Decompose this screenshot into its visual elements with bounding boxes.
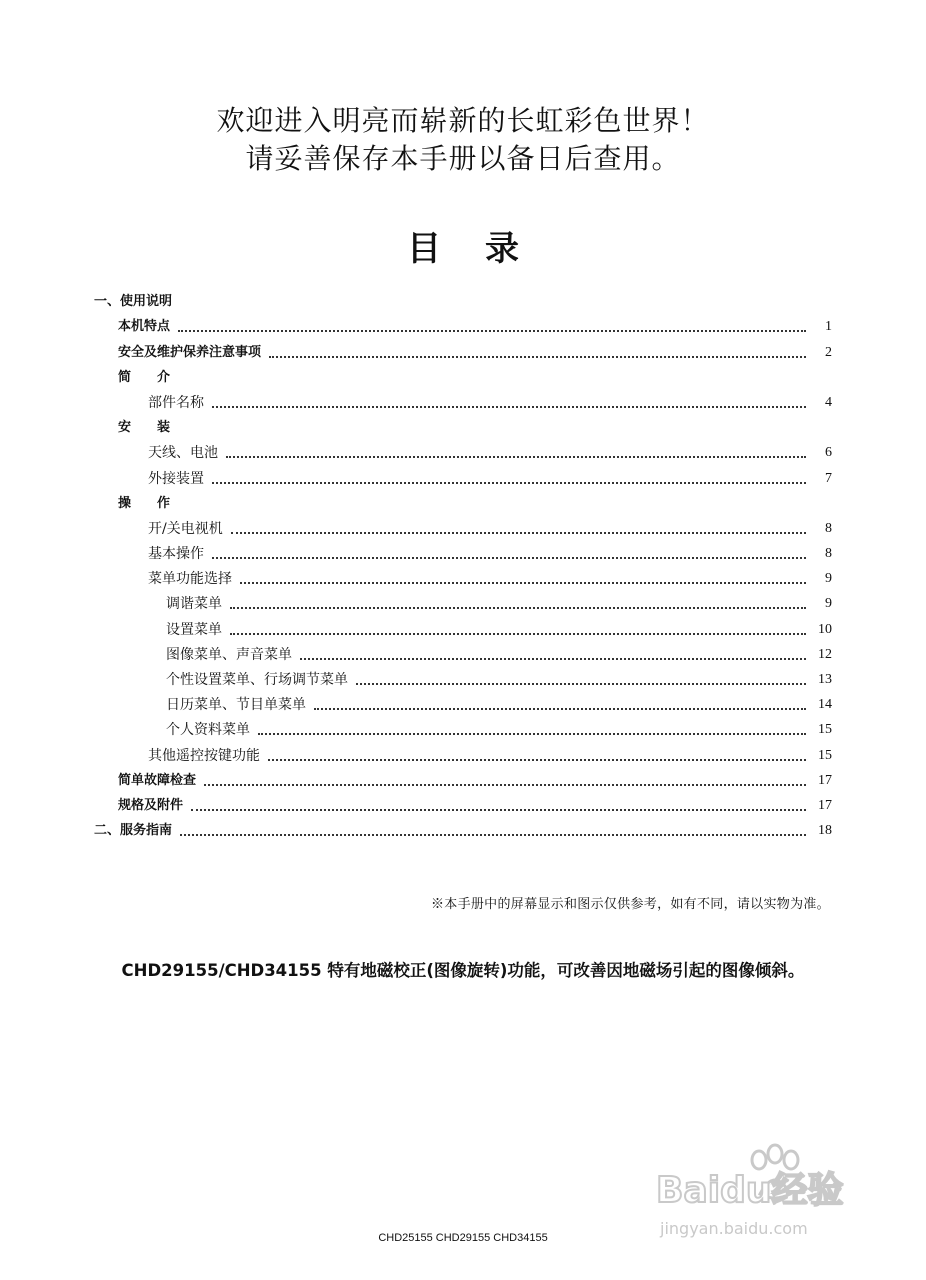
toc-entry [94, 613, 832, 638]
toc-page-number: 7 [825, 470, 832, 486]
model-numbers: CHD25155 CHD29155 CHD34155 [378, 1232, 548, 1244]
toc-page-number: 15 [818, 722, 832, 738]
toc-entry-label: 部件名称 [148, 394, 204, 411]
toc-entry-label: 调谐菜单 [166, 596, 222, 613]
toc-page-number: 15 [818, 747, 832, 763]
toc-entry-label: 简单故障检查 [118, 772, 197, 788]
toc-entry-label: 操 作 [118, 495, 171, 511]
toc-dot-leader [212, 406, 806, 408]
feature-statement: CHD29155/CHD34155 特有地磁校正(图像旋转)功能，可改善因地磁场引起的图像倾斜。 [121, 961, 805, 980]
toc-entry-label: 设置菜单 [166, 621, 222, 638]
toc-entry-label: 基本操作 [148, 546, 204, 563]
toc-dot-leader [231, 532, 806, 534]
toc-entry [94, 639, 832, 664]
toc-dot-leader [226, 456, 806, 458]
toc-entry [94, 563, 832, 588]
toc-entry [94, 286, 832, 311]
toc-dot-leader [180, 834, 806, 836]
toc-dot-leader [258, 733, 806, 735]
toc-title-part-2: 录 [485, 229, 519, 269]
toc-dot-leader [269, 356, 806, 358]
toc-dot-leader [230, 633, 806, 635]
toc-page-number: 6 [825, 445, 832, 461]
toc-page-number: 13 [818, 672, 832, 687]
toc-entry [94, 437, 832, 462]
toc-entry [94, 664, 832, 689]
toc-entry-label: 二、服务指南 [94, 823, 173, 839]
toc-dot-leader [240, 582, 806, 584]
toc-entry-label: 其他遥控按键功能 [148, 747, 260, 764]
toc-dot-leader [268, 759, 806, 761]
toc-entry-label: 外接装置 [148, 470, 204, 487]
toc-entry [94, 412, 832, 437]
toc-page-number: 8 [825, 546, 832, 562]
welcome-line-1: 欢迎进入明亮而崭新的长虹彩色世界！ [216, 104, 710, 137]
toc-page-number: 14 [818, 697, 832, 713]
toc-entry [94, 488, 832, 513]
toc-entry [94, 689, 832, 714]
toc-page-number: 12 [818, 646, 832, 662]
toc-page-number: 9 [825, 571, 832, 587]
toc-page-number: 4 [825, 394, 832, 410]
watermark-brand-text: Baidu经验 [656, 1170, 844, 1211]
toc-title [0, 226, 926, 272]
toc-dot-leader [314, 708, 806, 710]
toc-dot-leader [356, 683, 806, 685]
toc-entry [94, 739, 832, 764]
toc-page-number: 8 [825, 520, 832, 536]
toc-entry [94, 588, 832, 613]
toc-dot-leader [191, 809, 806, 811]
toc-entry-label: 本机特点 [118, 319, 171, 335]
toc-entry [94, 765, 832, 790]
toc-page-number: 10 [818, 621, 832, 637]
toc-entry [94, 714, 832, 739]
toc-entry [94, 336, 832, 361]
toc-entry [94, 815, 832, 840]
toc-entry-label: 日历菜单、节目单菜单 [166, 697, 306, 714]
toc-entry-label: 简 介 [118, 369, 171, 385]
toc-page-number: 2 [825, 344, 832, 360]
toc-entry [94, 538, 832, 563]
table-of-contents [94, 286, 832, 840]
toc-dot-leader [212, 482, 806, 484]
toc-dot-leader [300, 658, 806, 660]
toc-page-number: 17 [818, 797, 832, 813]
toc-page-number: 1 [825, 319, 832, 335]
toc-dot-leader [230, 607, 806, 609]
toc-dot-leader [178, 330, 806, 332]
reference-note: ※本手册中的屏幕显示和图示仅供参考，如有不同，请以实物为准。 [430, 897, 830, 912]
toc-entry-label: 图像菜单、声音菜单 [166, 646, 292, 663]
toc-entry-label: 安全及维护保养注意事项 [118, 344, 262, 360]
toc-title-part-1: 目 [407, 229, 441, 269]
toc-dot-leader [204, 784, 806, 786]
welcome-line-2: 请妥善保存本手册以备日后查用。 [245, 142, 681, 175]
toc-page-number: 17 [818, 772, 832, 788]
toc-entry [94, 387, 832, 412]
toc-entry-label: 安 装 [118, 420, 171, 436]
toc-entry [94, 513, 832, 538]
toc-entry-label: 个人资料菜单 [166, 722, 250, 739]
toc-entry-label: 规格及附件 [118, 797, 184, 813]
toc-entry-label: 天线、电池 [148, 445, 218, 462]
toc-entry-label: 个性设置菜单、行场调节菜单 [166, 672, 348, 688]
toc-entry-label: 开/关电视机 [148, 520, 223, 537]
toc-page-number: 18 [818, 823, 832, 839]
toc-entry-label: 一、使用说明 [94, 294, 173, 310]
toc-page-number: 9 [825, 596, 832, 612]
toc-entry [94, 311, 832, 336]
toc-entry-label: 菜单功能选择 [148, 571, 232, 588]
toc-dot-leader [212, 557, 806, 559]
toc-entry [94, 790, 832, 815]
toc-entry [94, 362, 832, 387]
toc-entry [94, 462, 832, 487]
watermark-url-text: jingyan.baidu.com [660, 1219, 808, 1238]
